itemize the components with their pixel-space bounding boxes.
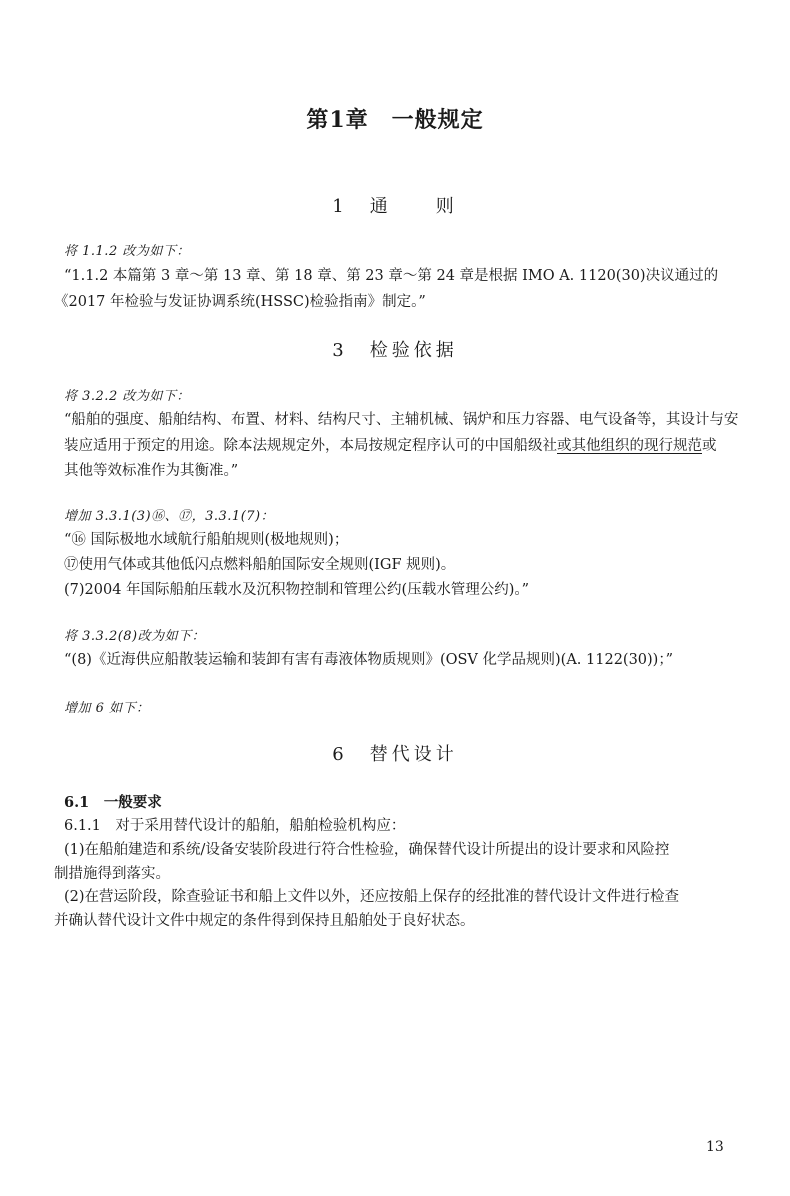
section-1-title: 1 通 则 [332,196,458,217]
amend-note-1-1-2: 将 1.1.2 改为如下： [64,244,190,259]
section-3-para-2: “(8)《近海供应船散装运输和装卸有害有毒液体物质规则》(OSV 化学品规则)(A. 1122(30))；” [64,652,673,668]
section-1-text-line-2: 《2017 年检验与发证协调系统(HSSC)检验指南》制定。” [54,294,426,310]
chapter-title: 第1章 一般规定 [306,107,484,133]
section-3-title: 3 检验依据 [332,340,458,361]
section-6-title: 6 替代设计 [332,744,458,765]
section-3-para-line-3: 其他等效标准作为其衡准。” [64,463,239,479]
amend-note-3-3-2: 将 3.3.2(8)改为如下： [64,629,206,644]
underlined-phrase: 或其他组织的现行规范 [557,438,702,454]
amend-note-add-6: 增加 6 如下： [64,701,150,716]
section-1-text-line-1: “1.1.2 本篇第 3 章～第 13 章、第 18 章、第 23 章～第 24 章是根据 IMO A. 1120(30)决议通过的 [64,268,719,284]
section-3-para-line-2-end: 或 [702,438,717,454]
amend-note-3-2-2: 将 3.2.2 改为如下： [64,389,190,404]
list-item-7: (7)2004 年国际船舶压载水及沉积物控制和管理公约(压载水管理公约)。” [64,582,530,598]
clause-6-1-1: 6.1.1 对于采用替代设计的船舶，船舶检验机构应： [64,818,406,834]
list-item-17: ⑰使用气体或其他低闪点燃料船舶国际安全规则(IGF 规则)。 [64,557,456,573]
subsection-6-1-title: 6.1 一般要求 [64,794,162,811]
section-3-para-line-1: “船舶的强度、船舶结构、布置、材料、结构尺寸、主辅机械、锅炉和压力容器、电气设备等，其设计与安 [64,412,739,428]
list-item-16: “⑯ 国际极地水域航行船舶规则(极地规则)； [64,532,349,548]
item-1-line-1: (1)在船舶建造和系统/设备安装阶段进行符合性检验，确保替代设计所提出的设计要求和风险控 [64,842,670,858]
item-1-line-2: 制措施得到落实。 [54,866,170,882]
section-3-para-line-2 [64,434,717,455]
section-3-para-line-2-text: 装应适用于预定的用途。除本法规规定外，本局按规定程序认可的中国船级社 [64,438,557,454]
page-number: 13 [706,1139,724,1155]
item-2-line-2: 并确认替代设计文件中规定的条件得到保持且船舶处于良好状态。 [54,913,475,929]
item-2-line-1: (2)在营运阶段，除查验证书和船上文件以外，还应按船上保存的经批准的替代设计文件进行检查 [64,889,680,905]
amend-note-3-3-1: 增加 3.3.1(3)⑯、⑰，3.3.1(7)： [64,509,275,524]
